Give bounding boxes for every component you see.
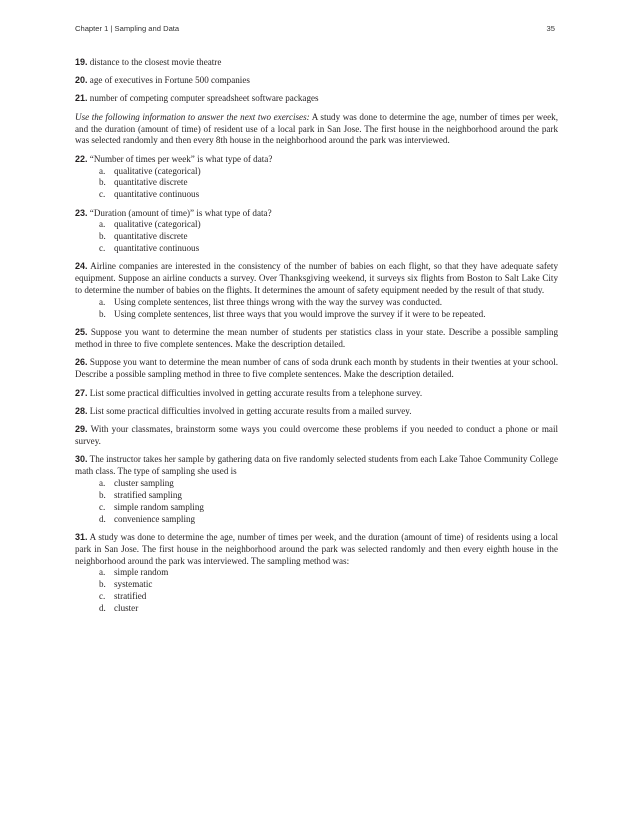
answer-choices [75,297,558,321]
exercise-text: The instructor takes her sample by gathering data on five randomly selected students from each Lake Tahoe Community College math class. The type of sampling she used is [75,454,559,476]
choice-item [99,297,558,309]
exercise-31 [75,532,558,615]
exercise-text: number of competing computer spreadsheet software packages [89,93,319,104]
exercise-23 [75,208,558,256]
exercise-number: 24. [75,261,88,272]
exercise-number: 27. [75,387,88,398]
intro-text: A study was done to determine the age, number of times per week, and the duration (amount of time) of resident use of a local park in San Jose. The first house in the neighborhood around the park was selected randomly and then every 8th house in the neighborhood around the park was interviewed. [75,111,559,146]
choice-item [99,603,558,615]
choice-letter: c. [99,189,106,200]
exercise-number: 23. [75,207,88,218]
choice-letter: a. [99,477,106,488]
page-number: 35 [546,24,555,33]
exercise-text: With your classmates, brainstorm some ways you could overcome these problems if you needed to conduct a phone or mail survey. [75,423,559,446]
choice-letter: a. [99,165,106,176]
choice-text: quantitative continuous [114,189,200,200]
choice-letter: b. [99,489,106,500]
choice-item [99,490,558,502]
choice-letter: b. [99,579,106,590]
intro-label: Use the following information to answer the next two exercises: [75,111,310,122]
choice-item [99,567,558,579]
exercise-25 [75,327,558,351]
choice-item [99,579,558,591]
choice-text: simple random sampling [114,501,204,512]
choice-item [99,309,558,321]
exercise-number: 19. [75,57,88,67]
exercise-number: 29. [75,423,88,434]
exercise-22 [75,154,558,202]
choice-text: qualitative (categorical) [114,165,201,176]
choice-item [99,166,558,178]
exercise-text: “Duration (amount of time)” is what type of data? [89,207,272,218]
exercise-number: 25. [75,327,88,338]
exercise-number: 31. [75,531,88,542]
exercise-text: Suppose you want to determine the mean number of students per statistics class in your state. Describe a possible sampling method in three to five complete sentences. Make the description detailed. [75,327,558,350]
exercise-text: Suppose you want to determine the mean number of cans of soda drunk each month by students in their twenties at your school. Describe a possible sampling method in three to five complete sentences. Make the description detailed. [75,357,558,380]
choice-letter: a. [99,567,106,578]
choice-text: Using complete sentences, list three ways that you would improve the survey if it were to be repeated. [114,309,486,320]
choice-item [99,177,558,189]
choice-item [99,189,558,201]
exercise-number: 21. [75,93,88,104]
exercise-number: 30. [75,454,88,465]
exercise-list [75,57,558,621]
choice-letter: b. [99,231,106,242]
choice-text: systematic [114,579,153,590]
choice-text: qualitative (categorical) [114,219,201,230]
choice-text: stratified sampling [114,489,182,500]
exercise-26 [75,357,558,381]
answer-choices [75,166,558,202]
choice-letter: b. [99,309,106,320]
choice-item [99,231,558,243]
answer-choices [75,219,558,255]
choice-item [99,502,558,514]
choice-text: cluster [114,603,139,614]
exercise-27 [75,388,558,400]
choice-text: quantitative discrete [114,177,188,188]
exercise-19 [75,57,558,69]
exercise-20 [75,75,558,87]
exercise-number: 20. [75,75,88,86]
answer-choices [75,567,558,615]
choice-text: quantitative continuous [114,243,200,254]
choice-letter: c. [99,501,106,512]
exercise-text: distance to the closest movie theatre [89,57,222,67]
choice-text: simple random [114,567,169,578]
exercise-29 [75,424,558,448]
exercise-text: Airline companies are interested in the consistency of the number of babies on each flight, so that they have adequate safety equipment. Suppose an airline conducts a survey. Over Thanksgiving weekend, it surveys six flights from Boston to Salt Lake City to determine the number of babies on the flights. It determines the amount of safety equipment needed by the result of that study. [75,261,558,296]
choice-letter: d. [99,513,106,524]
exercise-28 [75,406,558,418]
exercise-text: List some practical difficulties involved in getting accurate results from a telephone survey. [89,387,423,398]
exercise-number: 28. [75,405,88,416]
shared-information-intro [75,112,558,148]
choice-item [99,591,558,603]
exercise-number: 26. [75,357,88,368]
choice-letter: a. [99,297,106,308]
exercise-number: 22. [75,153,88,164]
exercise-24 [75,261,558,321]
choice-text: cluster sampling [114,477,174,488]
choice-item [99,219,558,231]
exercise-text: age of executives in Fortune 500 companies [89,75,250,86]
exercise-text: “Number of times per week” is what type of data? [89,153,273,164]
choice-letter: c. [99,591,106,602]
choice-text: stratified [114,591,147,602]
exercise-text: List some practical difficulties involved in getting accurate results from a mailed survey. [89,405,412,416]
choice-letter: b. [99,177,106,188]
answer-choices [75,478,558,526]
exercise-30 [75,454,558,525]
choice-text: Using complete sentences, list three things wrong with the way the survey was conducted. [114,297,443,308]
choice-text: quantitative discrete [114,231,188,242]
exercise-text: A study was done to determine the age, number of times per week, and the duration (amount of time) of residents using a local park in San Jose. The first house in the neighborhood around the park was selected randomly and then every eighth house in the neighborhood around the park was interviewed. The sampling method was: [75,531,558,566]
choice-item [99,243,558,255]
choice-item [99,478,558,490]
choice-letter: a. [99,219,106,230]
choice-text: convenience sampling [114,513,196,524]
exercise-21 [75,93,558,105]
chapter-title: Chapter 1 | Sampling and Data [75,24,180,33]
choice-letter: d. [99,603,106,614]
choice-letter: c. [99,243,106,254]
choice-item [99,514,558,526]
